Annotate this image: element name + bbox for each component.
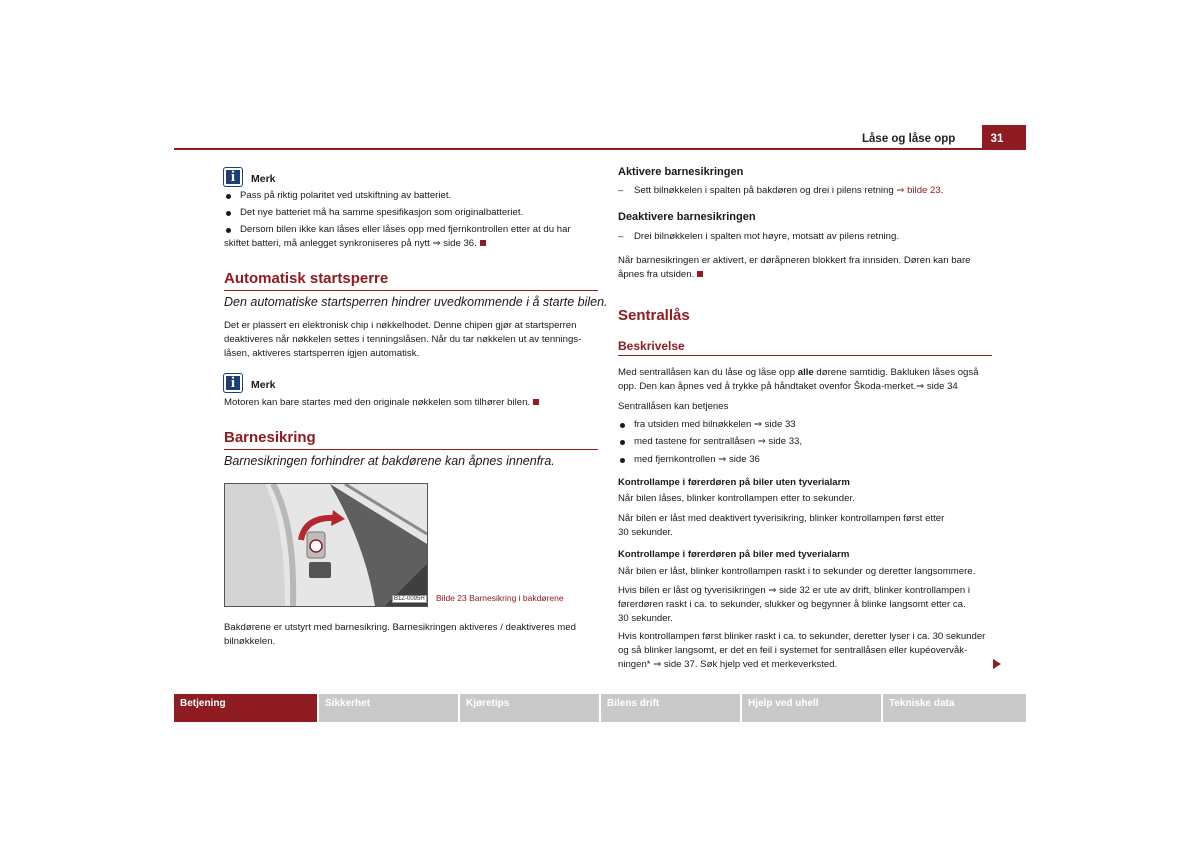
nav-tab-bilens-drift[interactable]: Bilens drift: [601, 694, 740, 722]
step-text: Drei bilnøkkelen i spalten mot høyre, motsatt av pilens retning.: [634, 231, 900, 242]
square-end-icon: [480, 240, 486, 246]
body-line: Hvis kontrollampen først blinker raskt i ca. to sekunder, deretter lyser i ca. 30 sekunder: [618, 631, 986, 642]
info-icon: i: [224, 374, 242, 392]
note-bullet-continuation: skiftet batteri, må anlegget synkroniseres på nytt ⇒ side 36.: [224, 237, 486, 251]
section-intro: Den automatiske startsperren hindrer uvedkommende i å starte bilen.: [224, 295, 608, 309]
note-title: Merk: [251, 173, 276, 185]
list-item: fra utsiden med bilnøkkelen ⇒ side 33: [634, 418, 796, 432]
nav-tab-kjoretips[interactable]: Kjøretips: [460, 694, 599, 722]
section-intro: Barnesikringen forhindrer at bakdørene kan åpnes innenfra.: [224, 454, 555, 468]
body-line: Bakdørene er utstyrt med barnesikring. Barnesikringen aktiveres / deaktiveres med: [224, 622, 576, 633]
body-line: åpnes fra utsiden.: [618, 268, 703, 282]
square-end-icon: [533, 399, 539, 405]
note-title: Merk: [251, 379, 276, 391]
chapter-nav: [174, 694, 1026, 722]
subsection-title: Kontrollampe i førerdøren på biler med tyverialarm: [618, 549, 850, 560]
body-line: og så blinker langsomt, er det en feil i systemet for sentrallåsen eller kupéovervåk-: [618, 645, 968, 656]
body-line: låsen, aktiveres startsperren igjen automatisk.: [224, 348, 420, 359]
figure-code: B1Z-0095H: [394, 596, 425, 602]
square-end-icon: [697, 271, 703, 277]
figure-caption: Bilde 23 Barnesikring i bakdørene: [436, 593, 564, 603]
nav-tab-tekniske-data[interactable]: Tekniske data: [883, 694, 1026, 722]
body-line: Sentrallåsen kan betjenes: [618, 401, 729, 412]
info-icon: i: [224, 168, 242, 186]
section-heading: Automatisk startsperre: [224, 270, 389, 287]
section-heading: Sentrallås: [618, 307, 690, 324]
subsection-title: Kontrollampe i førerdøren på biler uten tyverialarm: [618, 477, 850, 488]
subsection-title: Aktivere barnesikringen: [618, 166, 744, 178]
body-line: Når bilen er låst med deaktivert tyverisikring, blinker kontrollampen først etter: [618, 513, 945, 524]
heading-rule: [618, 355, 992, 356]
body-line: Når bilen er låst, blinker kontrollampen raskt i to sekunder og deretter langsommere.: [618, 566, 976, 577]
heading-rule: [224, 290, 598, 291]
subsection-title: Deaktivere barnesikringen: [618, 211, 756, 223]
body-line: ningen* ⇒ side 37. Søk hjelp ved et merkeverksted.: [618, 659, 838, 670]
section-heading: Barnesikring: [224, 429, 316, 446]
body-line: Med sentrallåsen kan du låse og låse opp alle dørene samtidig. Bakluken låses også: [618, 367, 979, 378]
list-item: med fjernkontrollen ⇒ side 36: [634, 453, 760, 467]
body-line: Hvis bilen er låst og tyverisikringen ⇒ side 32 er ute av drift, blinker kontrollampen i: [618, 585, 970, 596]
body-line: Det er plassert en elektronisk chip i nøkkelhodet. Denne chipen gjør at startsperren: [224, 320, 577, 331]
nav-tab-sikkerhet[interactable]: Sikkerhet: [319, 694, 458, 722]
body-line: Når bilen låses, blinker kontrollampen etter to sekunder.: [618, 493, 855, 504]
body-line: Når barnesikringen er aktivert, er døråpneren blokkert fra innsiden. Døren kan bare: [618, 255, 971, 266]
body-line: deaktiveres når nøkkelen settes i tenningslåsen. Når du tar nøkkelen ut av tennings-: [224, 334, 582, 345]
figure-link[interactable]: ⇒ bilde 23: [896, 185, 941, 196]
body-line: bilnøkkelen.: [224, 636, 276, 647]
step-text: Sett bilnøkkelen i spalten på bakdøren og drei i pilens retning ⇒ bilde 23.: [634, 185, 944, 196]
subsection-heading: Beskrivelse: [618, 339, 685, 353]
heading-rule: [224, 449, 598, 450]
body-line: 30 sekunder.: [618, 613, 673, 624]
note-bullet: Dersom bilen ikke kan låses eller låses opp med fjernkontrollen etter at du har: [240, 223, 571, 237]
note-bullet: Det nye batteriet må ha samme spesifikasjon som originalbatteriet.: [240, 206, 523, 220]
page-number: 31: [990, 133, 1004, 145]
note-bullet: Pass på riktig polaritet ved utskiftning av batteriet.: [240, 189, 451, 203]
body-line: 30 sekunder.: [618, 527, 673, 538]
triangle-right-icon[interactable]: [993, 659, 1001, 669]
step-dash: –: [618, 185, 624, 196]
body-line: opp. Den kan åpnes ved å trykke på håndtaket ovenfor Škoda-merket.⇒ side 34: [618, 381, 958, 392]
page-header-title: Låse og låse opp: [862, 133, 956, 145]
nav-tab-betjening[interactable]: Betjening: [174, 694, 317, 722]
door-child-lock-illustration: [224, 483, 428, 607]
nav-tab-hjelp-ved-uhell[interactable]: Hjelp ved uhell: [742, 694, 881, 722]
note-text: Motoren kan bare startes med den originale nøkkelen som tilhører bilen.: [224, 396, 539, 410]
step-dash: –: [618, 231, 624, 242]
body-line: førerdøren raskt i ca. to sekunder, slukker og begynner å blinke langsomt etter ca.: [618, 599, 966, 610]
header-rule: [174, 148, 1026, 150]
list-item: med tastene for sentrallåsen ⇒ side 33,: [634, 435, 802, 449]
